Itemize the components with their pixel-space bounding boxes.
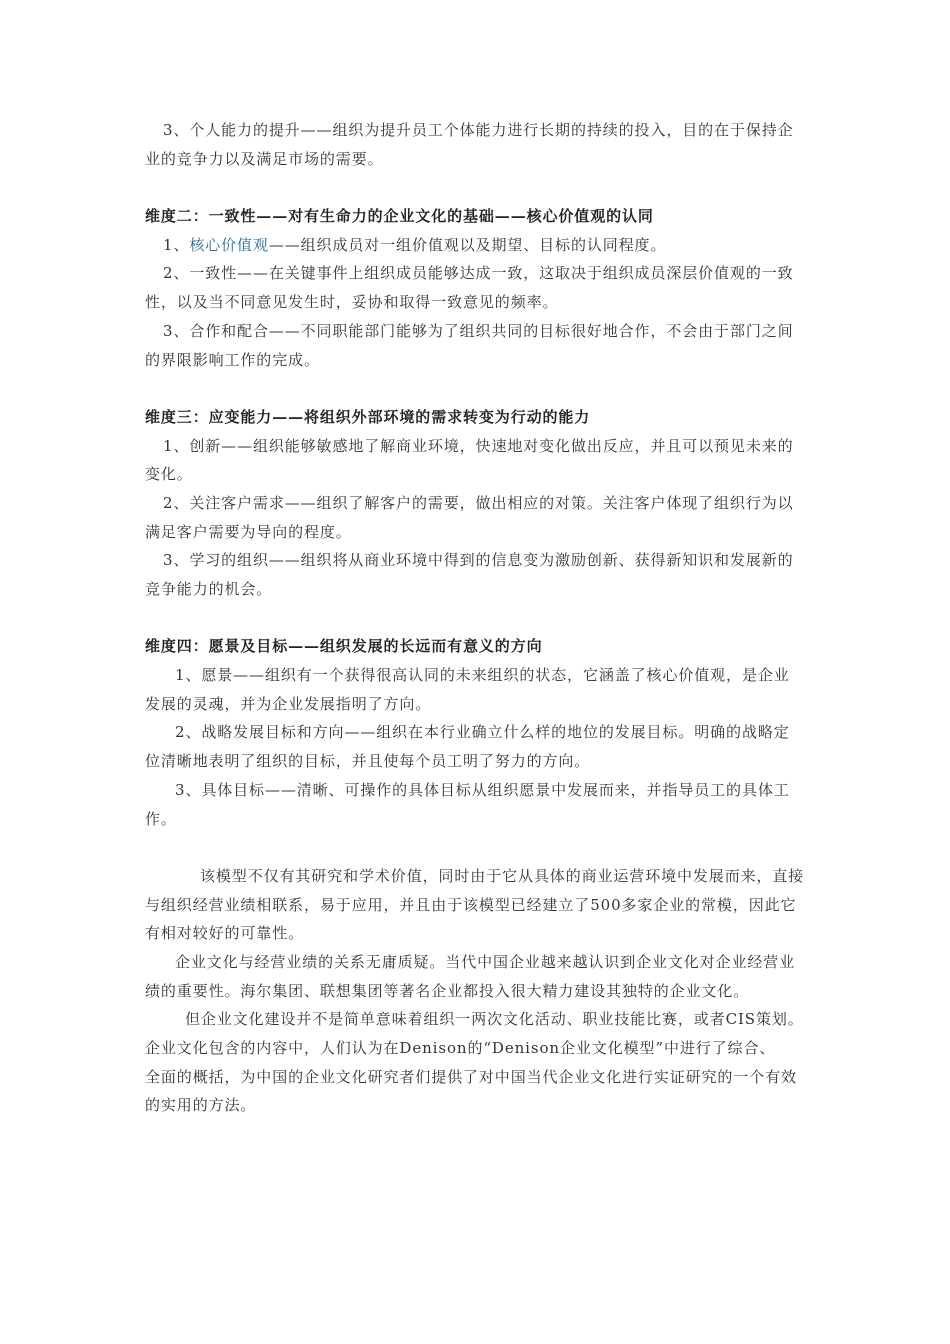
- list-item-line: 的界限影响工作的完成。: [145, 350, 320, 369]
- section-heading: 维度四：愿景及目标——组织发展的长远而有意义的方向: [145, 637, 543, 656]
- dimension-1-tail: [145, 116, 805, 173]
- list-item-line: 作。: [145, 809, 177, 828]
- list-item-line: 3、个人能力的提升——组织为提升员工个体能力进行长期的持续的投入，目的在于保持企: [163, 121, 794, 139]
- document-body: [145, 116, 805, 1120]
- paragraph-line: 该模型不仅有其研究和学术价值，同时由于它从具体的商业运营环境中发展而来，直接: [200, 866, 805, 885]
- dimension-4-section: [145, 632, 805, 833]
- closing-section: [145, 862, 805, 1120]
- list-item-line: 业的竞争力以及满足市场的需要。: [145, 149, 384, 168]
- paragraph-line: 与组织经营业绩相联系，易于应用，并且由于该模型已经建立了500多家企业的常模，因此它: [145, 895, 797, 914]
- paragraph-line: 但企业文化建设并不是简单意味着组织一两次文化活动、职业技能比赛，或者CIS策划。: [185, 1010, 804, 1029]
- section-heading: 维度三：应变能力——将组织外部环境的需求转变为行动的能力: [145, 407, 591, 426]
- dimension-3-section: [145, 403, 805, 604]
- list-item-line: 位清晰地表明了组织的目标，并且使每个员工明了努力的方向。: [145, 752, 591, 771]
- list-item-line: 2、一致性——在关键事件上组织成员能够达成一致，这取决于组织成员深层价值观的一致: [163, 264, 794, 283]
- paragraph-line: 有相对较好的可靠性。: [145, 924, 305, 943]
- list-item-line: 1、创新——组织能够敏感地了解商业环境，快速地对变化做出反应，并且可以预见未来的: [163, 436, 794, 455]
- list-item-line: 3、学习的组织——组织将从商业环境中得到的信息变为激励创新、获得新知识和发展新的: [163, 551, 794, 570]
- list-item-line: 1、愿景——组织有一个获得很高认同的未来组织的状态，它涵盖了核心价值观，是企业: [175, 666, 790, 685]
- list-item-line: 满足客户需要为导向的程度。: [145, 522, 352, 541]
- paragraph-line: 绩的重要性。海尔集团、联想集团等著名企业都投入很大精力建设其独特的企业文化。: [145, 981, 750, 1000]
- section-heading: 维度二：一致性——对有生命力的企业文化的基础——核心价值观的认同: [145, 207, 654, 226]
- item-number: 1、: [163, 235, 190, 254]
- paragraph-line: 企业文化包含的内容中，人们认为在Denison的“Denison企业文化模型”中进行了综合、: [145, 1039, 776, 1057]
- list-item-line: 3、具体目标——清晰、可操作的具体目标从组织愿景中发展而来，并指导员工的具体工: [175, 780, 790, 799]
- list-item-line: 变化。: [145, 465, 193, 484]
- list-item-line: 3、合作和配合——不同职能部门能够为了组织共同的目标很好地合作，不会由于部门之间: [163, 321, 794, 340]
- list-item-line: 发展的灵魂，并为企业发展指明了方向。: [145, 694, 432, 713]
- list-item: [145, 231, 805, 260]
- dimension-2-section: [145, 202, 805, 374]
- list-item-line: 竞争能力的机会。: [145, 580, 273, 598]
- paragraph-line: 的实用的方法。: [145, 1096, 257, 1115]
- core-values-link[interactable]: 核心价值观: [189, 235, 269, 254]
- item-text: ——组织成员对一组价值观以及期望、目标的认同程度。: [268, 235, 667, 254]
- list-item-line: 2、关注客户需求——组织了解客户的需要，做出相应的对策。关注客户体现了组织行为以: [163, 493, 794, 512]
- paragraph-line: 全面的概括，为中国的企业文化研究者们提供了对中国当代企业文化进行实证研究的一个有效: [145, 1067, 797, 1086]
- list-item-line: 性，以及当不同意见发生时，妥协和取得一致意见的频率。: [145, 293, 559, 312]
- list-item-line: 2、战略发展目标和方向——组织在本行业确立什么样的地位的发展目标。明确的战略定: [175, 723, 790, 742]
- paragraph-line: 企业文化与经营业绩的关系无庸质疑。当代中国企业越来越认识到企业文化对企业经营业: [175, 952, 796, 971]
